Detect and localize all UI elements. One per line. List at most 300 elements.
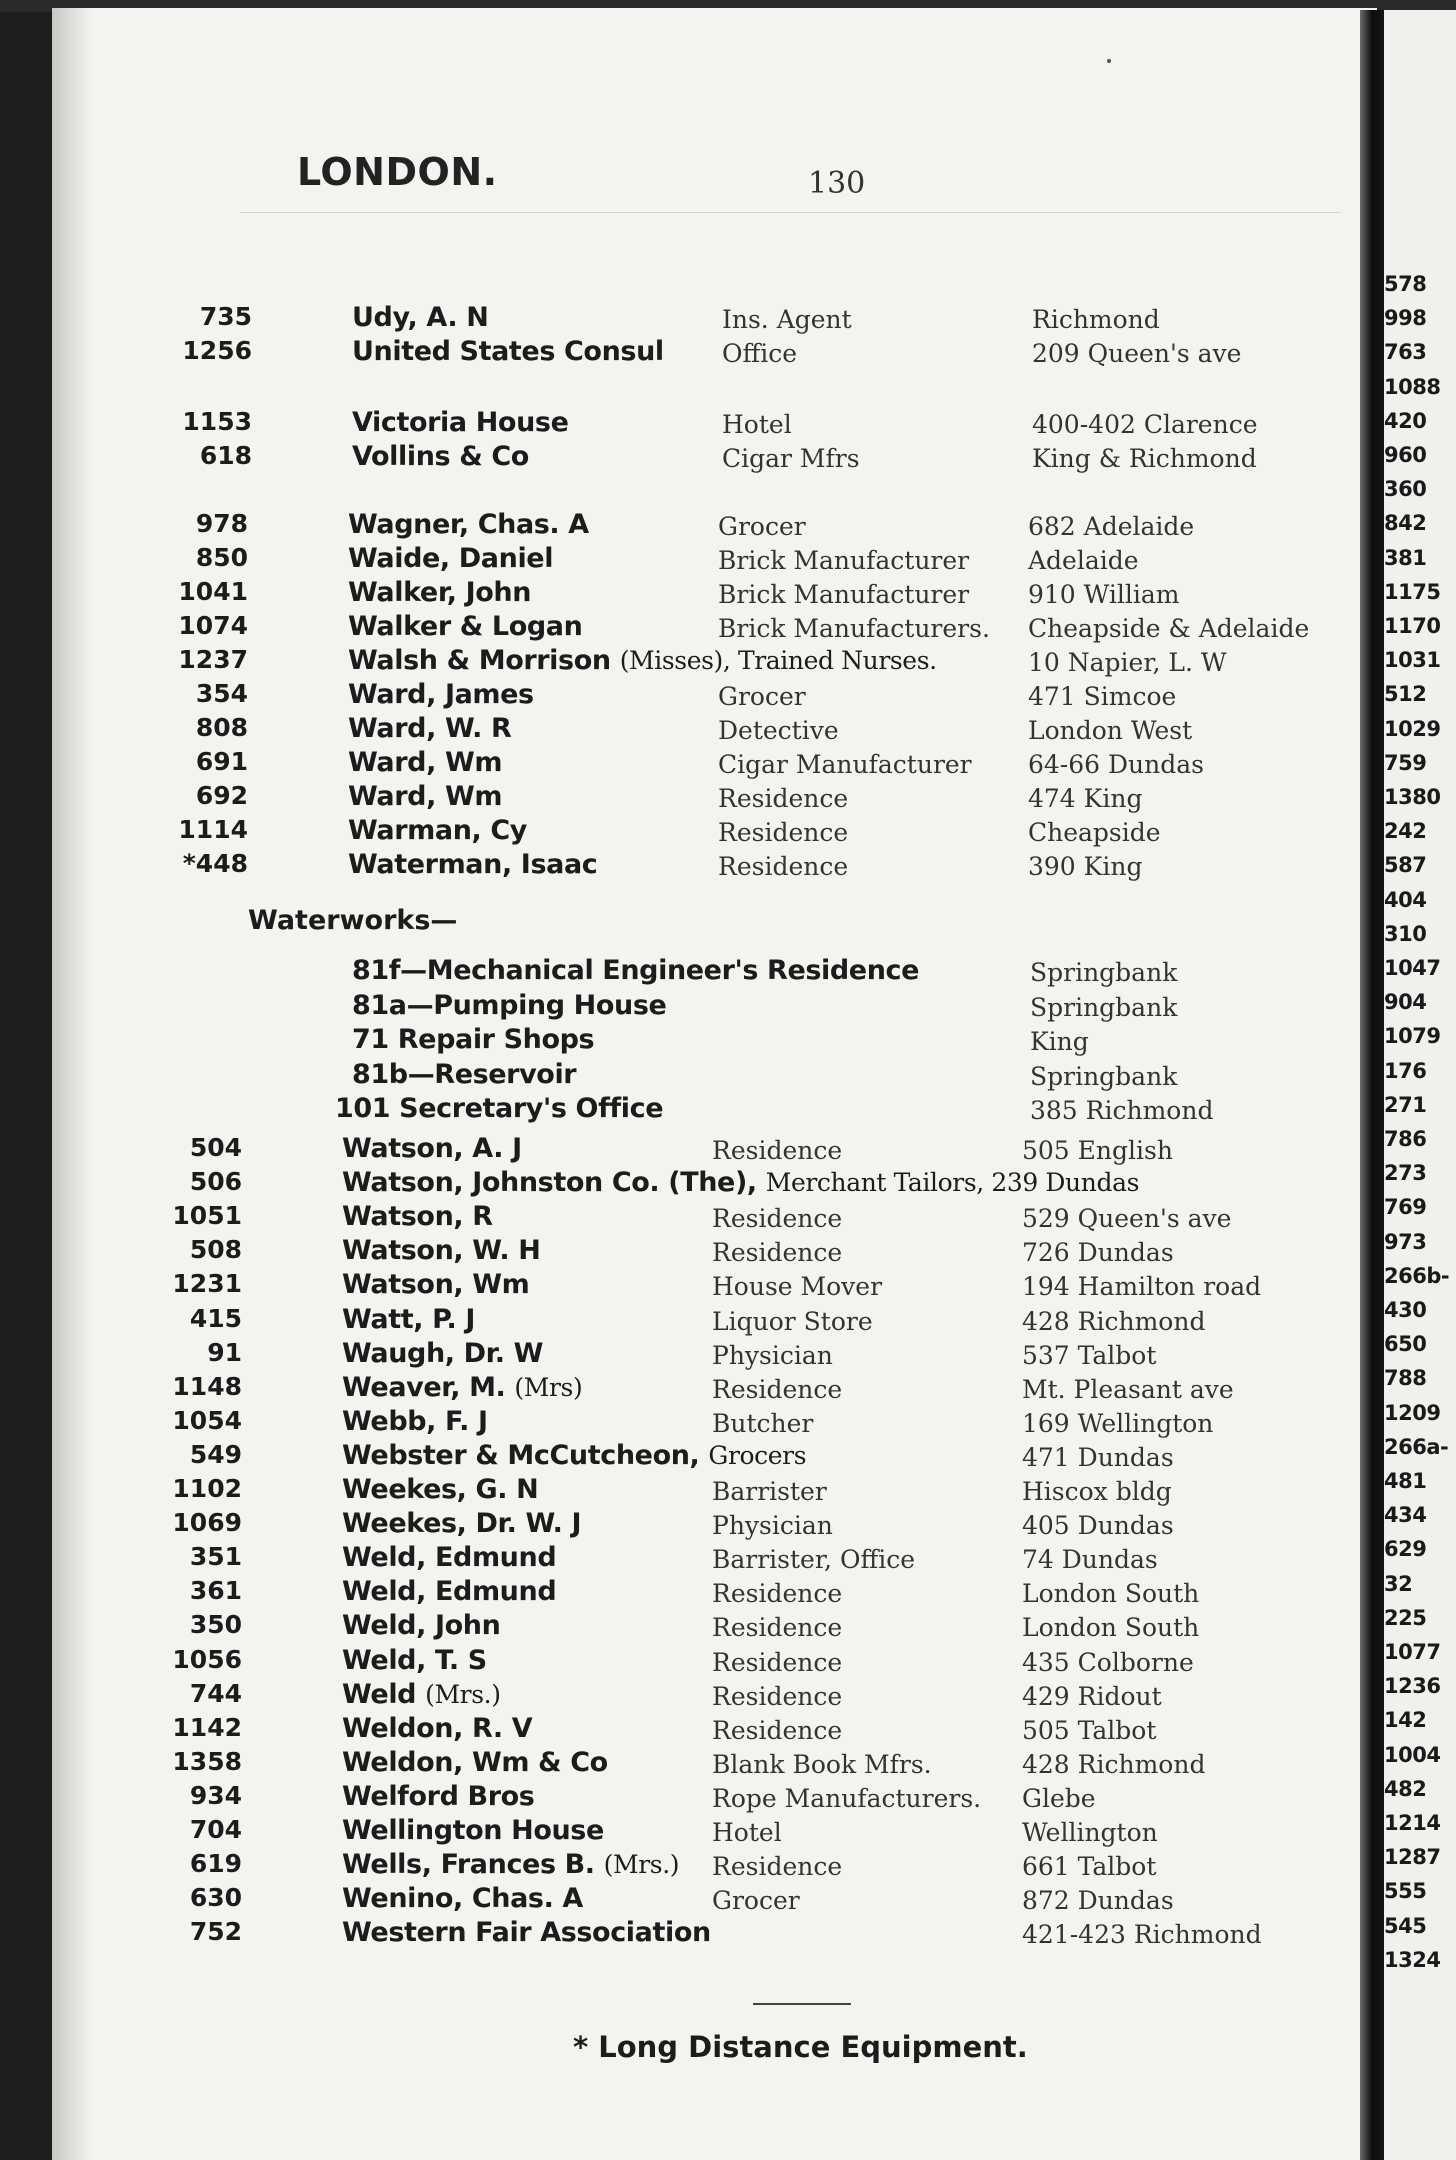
adjacent-page-number: 769 [1384, 1195, 1427, 1220]
address: Glebe [1022, 1783, 1096, 1813]
subscriber-name [342, 1304, 475, 1335]
address: Springbank [1030, 958, 1178, 987]
phone-number: 704 [189, 1815, 242, 1844]
subscriber-name-text: Wagner, Chas. A [348, 509, 589, 540]
phone-number: 1153 [182, 407, 252, 436]
subscriber-name-text: Ward, James [348, 679, 534, 710]
subscriber-name [342, 1747, 608, 1778]
waterworks-label: 81f—Mechanical Engineer's Residence [352, 955, 920, 986]
occupation: Grocer [718, 682, 806, 711]
phone-number: 1054 [172, 1405, 242, 1435]
occupation: Brick Manufacturer [718, 580, 970, 609]
adjacent-page-number: 650 [1384, 1332, 1427, 1357]
directory-entry [0, 1747, 1380, 1781]
directory-entry [0, 1474, 1380, 1508]
directory-entry [0, 1917, 1380, 1951]
adjacent-page-number: 578 [1384, 272, 1427, 296]
adjacent-page-number: 587 [1384, 853, 1427, 878]
adjacent-page-number: 788 [1384, 1366, 1427, 1391]
waterworks-label: 81a—Pumping House [352, 989, 667, 1021]
phone-number: 744 [189, 1678, 242, 1708]
adjacent-page-number: 176 [1384, 1058, 1427, 1083]
phone-number: 1102 [172, 1474, 242, 1503]
subscriber-name [342, 1406, 488, 1437]
adjacent-page-number: 1380 [1384, 785, 1441, 809]
paper-speck [1107, 59, 1111, 63]
phone-number: 808 [195, 713, 248, 742]
phone-number: 619 [189, 1849, 242, 1879]
phone-number: 1237 [178, 645, 248, 674]
phone-number: 692 [195, 781, 248, 810]
address: 390 King [1028, 852, 1143, 881]
directory-entry [0, 1645, 1380, 1679]
address: 169 Wellington [1022, 1408, 1214, 1438]
directory-entry [0, 1269, 1380, 1303]
subscriber-name [342, 1610, 500, 1641]
adjacent-page-number: 1004 [1384, 1742, 1441, 1767]
subscriber-name [342, 1372, 582, 1403]
subscriber-name [342, 1201, 493, 1232]
subscriber-name-text: Waugh, Dr. W [342, 1337, 543, 1369]
adjacent-page-number: 763 [1384, 340, 1427, 365]
occupation: Office [722, 339, 798, 368]
subscriber-name-text: Weaver, M. [342, 1371, 506, 1403]
adjacent-page-number: 434 [1384, 1503, 1427, 1528]
adjacent-page-number: 1287 [1384, 1845, 1441, 1870]
phone-number: 1231 [172, 1269, 242, 1299]
phone-number: 91 [207, 1337, 242, 1367]
subscriber-name-note: (Mrs.) [603, 1850, 680, 1880]
address: London South [1022, 1613, 1200, 1643]
occupation: Residence [718, 852, 849, 881]
phone-number: 506 [189, 1167, 242, 1197]
directory-entry [0, 1372, 1380, 1406]
subscriber-name-text: Watson, Johnston Co. (The), [342, 1167, 757, 1199]
adjacent-page-number: 842 [1384, 511, 1427, 536]
adjacent-page-number: 310 [1384, 921, 1427, 946]
phone-number: 1056 [172, 1644, 242, 1674]
subscriber-name [352, 302, 488, 333]
waterworks-entry [0, 1093, 1380, 1127]
subscriber-name-text: Weld [342, 1678, 417, 1710]
adjacent-page-number: 381 [1384, 545, 1427, 570]
address: 435 Colborne [1022, 1647, 1194, 1677]
address: Springbank [1030, 1061, 1178, 1091]
directory-entry [0, 1201, 1380, 1235]
adjacent-page-number: 360 [1384, 477, 1427, 502]
adjacent-page-number: 998 [1384, 306, 1427, 331]
subscriber-name-text: Wells, Frances B. [342, 1849, 595, 1881]
address: Hiscox bldg [1022, 1477, 1172, 1506]
waterworks-entry [0, 990, 1380, 1024]
subscriber-name [342, 1815, 604, 1846]
adjacent-page-number: 225 [1384, 1605, 1427, 1630]
subscriber-name [342, 1917, 711, 1948]
directory-entry [0, 1440, 1380, 1474]
subscriber-name-text: Watson, Wm [342, 1269, 530, 1301]
occupation: Cigar Mfrs [722, 444, 860, 473]
waterworks-label: 71 Repair Shops [352, 1024, 595, 1055]
address: 910 William [1028, 580, 1180, 609]
directory-entry [0, 1338, 1380, 1372]
adjacent-page-number: 273 [1384, 1161, 1427, 1186]
subscriber-name-text: Watson, A. J [342, 1133, 522, 1164]
directory-entry [0, 679, 1380, 713]
adjacent-page-number: 759 [1384, 750, 1427, 775]
address: 505 Talbot [1022, 1715, 1157, 1745]
address: King [1030, 1027, 1089, 1056]
adjacent-page-number: 1029 [1384, 716, 1441, 741]
address: Adelaide [1028, 546, 1139, 575]
address: Cheapside & Adelaide [1028, 614, 1310, 643]
subscriber-name-text: Wellington House [342, 1815, 604, 1846]
subscriber-name-note: Grocers [708, 1440, 807, 1470]
phone-number: 351 [189, 1542, 242, 1572]
waterworks-entry [0, 955, 1380, 989]
phone-number: 350 [189, 1610, 242, 1640]
subscriber-name [342, 1645, 487, 1676]
occupation: Residence [712, 1204, 843, 1234]
address: 10 Napier, L. W [1028, 648, 1227, 677]
address: 505 English [1022, 1136, 1173, 1165]
subscriber-name [348, 543, 553, 574]
adjacent-page-number: 629 [1384, 1537, 1427, 1562]
adjacent-page-number: 1209 [1384, 1400, 1441, 1425]
phone-number: *448 [182, 849, 248, 878]
subscriber-name [348, 577, 531, 608]
directory-entry [0, 1849, 1380, 1883]
subscriber-name [342, 1167, 1139, 1198]
subscriber-name [348, 815, 527, 846]
directory-entry [0, 577, 1380, 611]
adjacent-page-number: 545 [1384, 1913, 1427, 1938]
occupation: Brick Manufacturer [718, 546, 970, 575]
adjacent-page-number: 420 [1384, 408, 1427, 433]
occupation: Residence [712, 1613, 843, 1643]
adjacent-page-number: 1170 [1384, 614, 1441, 638]
subscriber-name-text: Walker & Logan [348, 611, 583, 642]
adjacent-page-number: 973 [1384, 1229, 1427, 1254]
occupation: Residence [718, 818, 849, 847]
subscriber-name [348, 747, 502, 778]
occupation: Residence [712, 1374, 843, 1404]
subscriber-name [352, 407, 568, 438]
directory-entry [0, 1883, 1380, 1917]
phone-number: 1074 [178, 611, 248, 640]
adjacent-page-number: 481 [1384, 1469, 1427, 1493]
occupation: Barrister [712, 1477, 827, 1506]
address: 726 Dundas [1022, 1238, 1174, 1268]
directory-entry [0, 849, 1380, 883]
subscriber-name-text: Weekes, Dr. W. J [342, 1508, 582, 1540]
subscriber-name [342, 1133, 522, 1164]
phone-number: 978 [195, 509, 248, 538]
subscriber-name-text: Weldon, R. V [342, 1712, 533, 1744]
adjacent-page-number: 960 [1384, 443, 1427, 467]
phone-number: 735 [199, 302, 252, 331]
directory-entry [0, 1713, 1380, 1747]
directory-entry [0, 509, 1380, 543]
address: London West [1028, 716, 1193, 745]
directory-entry [0, 407, 1380, 441]
phone-number: 361 [189, 1576, 242, 1606]
subscriber-name-text: Weld, T. S [342, 1644, 487, 1676]
occupation: Residence [718, 784, 849, 813]
subscriber-name [342, 1781, 534, 1812]
adjacent-page-number: 1324 [1384, 1947, 1441, 1972]
subscriber-name [342, 1576, 556, 1607]
subscriber-name [348, 611, 582, 642]
page-number: 130 [808, 166, 866, 201]
subscriber-name [342, 1269, 529, 1300]
occupation: Residence [712, 1852, 843, 1882]
subscriber-name-text: Waide, Daniel [348, 543, 554, 574]
directory-entry [0, 781, 1380, 815]
subscriber-name [342, 1679, 501, 1710]
subscriber-name-text: Waterman, Isaac [348, 849, 598, 880]
adjacent-page-number: 555 [1384, 1879, 1427, 1904]
footer-note: * Long Distance Equipment. [573, 2030, 1028, 2064]
phone-number: 934 [189, 1780, 242, 1810]
occupation: Residence [712, 1136, 843, 1165]
occupation: Hotel [712, 1818, 782, 1847]
subscriber-name [348, 679, 534, 710]
subscriber-name-text: Watson, R [342, 1201, 493, 1233]
subscriber-name-note: (Mrs) [514, 1372, 583, 1402]
phone-number: 618 [199, 441, 252, 470]
subscriber-name-note: (Mrs.) [425, 1679, 501, 1709]
subscriber-name-text: Watt, P. J [342, 1303, 476, 1335]
subscriber-name-text: Udy, A. N [352, 302, 489, 333]
adjacent-page-number: 271 [1384, 1092, 1427, 1117]
phone-number: 752 [189, 1917, 242, 1947]
waterworks-label: 101 Secretary's Office [335, 1093, 664, 1124]
subscriber-name-text: Walker, John [348, 577, 532, 608]
adjacent-page-number: 242 [1384, 819, 1427, 844]
adjacent-page-number: 1088 [1384, 374, 1441, 399]
directory-entry [0, 815, 1380, 849]
header-rule [240, 212, 1340, 213]
directory-entry [0, 1542, 1380, 1576]
occupation: Ins. Agent [722, 305, 852, 334]
phone-number: 630 [189, 1883, 242, 1913]
directory-entry [0, 1167, 1380, 1201]
phone-number: 1051 [172, 1201, 242, 1231]
address: 421-423 Richmond [1022, 1920, 1262, 1950]
subscriber-name [352, 336, 664, 367]
occupation: Rope Manufacturers. [712, 1783, 982, 1813]
address: King & Richmond [1032, 444, 1257, 473]
phone-number: 1256 [182, 336, 252, 365]
directory-entry [0, 1304, 1380, 1338]
subscriber-name [348, 645, 937, 676]
subscriber-name-text: Warman, Cy [348, 815, 528, 846]
occupation: Detective [718, 716, 839, 745]
subscriber-name-text: Weekes, G. N [342, 1474, 539, 1505]
address: London South [1022, 1579, 1200, 1609]
subscriber-name-text: Weldon, Wm & Co [342, 1746, 608, 1778]
subscriber-name-text: Ward, Wm [348, 781, 503, 812]
phone-number: 504 [189, 1133, 242, 1162]
occupation: Hotel [722, 410, 792, 439]
occupation: House Mover [712, 1272, 883, 1302]
occupation: Physician [712, 1511, 833, 1541]
subscriber-name-text: Weld, John [342, 1610, 501, 1642]
directory-entry [0, 713, 1380, 747]
subscriber-name [342, 1713, 532, 1744]
adjacent-page-number: 1175 [1384, 579, 1441, 604]
phone-number: 850 [195, 543, 248, 572]
address: 428 Richmond [1022, 1306, 1206, 1336]
occupation: Liquor Store [712, 1306, 873, 1336]
adjacent-page-number: 904 [1384, 990, 1427, 1015]
phone-number: 1041 [178, 577, 248, 606]
adjacent-page-number: 1077 [1384, 1640, 1441, 1664]
subscriber-name [342, 1440, 806, 1471]
adjacent-page-number: 1047 [1384, 956, 1441, 980]
directory-entry [0, 1610, 1380, 1644]
subscriber-name-text: Victoria House [352, 407, 569, 438]
subscriber-name-text: Ward, Wm [348, 747, 503, 778]
directory-entry [0, 336, 1380, 370]
occupation: Grocer [712, 1886, 800, 1916]
waterworks-entry [0, 1024, 1380, 1058]
address: 661 Talbot [1022, 1852, 1157, 1882]
occupation: Physician [712, 1340, 833, 1370]
occupation: Grocer [718, 512, 806, 541]
subscriber-name [342, 1542, 556, 1573]
subscriber-name-note: (Misses), Trained Nurses. [619, 646, 937, 675]
phone-number: 1148 [172, 1371, 242, 1401]
phone-number: 1142 [172, 1712, 242, 1742]
address: 428 Richmond [1022, 1749, 1206, 1779]
phone-number: 691 [195, 747, 248, 776]
adjacent-page-number: 266b- [1384, 1263, 1450, 1288]
directory-entry [0, 1406, 1380, 1440]
subscriber-name-text: Western Fair Association [342, 1917, 711, 1949]
directory-entry [0, 1508, 1380, 1542]
directory-entry [0, 1235, 1380, 1269]
occupation: Brick Manufacturers. [718, 614, 990, 643]
subscriber-name-text: Wenino, Chas. A [342, 1883, 583, 1915]
occupation: Cigar Manufacturer [718, 750, 972, 779]
phone-number: 1358 [172, 1746, 242, 1776]
subscriber-name-note: Merchant Tailors, 239 Dundas [765, 1168, 1139, 1198]
subscriber-name-text: Weld, Edmund [342, 1542, 557, 1574]
address: 537 Talbot [1022, 1340, 1157, 1370]
waterworks-label: 81b—Reservoir [352, 1058, 577, 1090]
subscriber-name-text: Walsh & Morrison [348, 645, 611, 676]
directory-entry [0, 441, 1380, 475]
adjacent-page-number: 1031 [1384, 648, 1441, 673]
occupation: Barrister, Office [712, 1545, 915, 1575]
subscriber-name [342, 1474, 538, 1505]
address: 682 Adelaide [1028, 512, 1195, 541]
address: Cheapside [1028, 818, 1161, 847]
address: 209 Queen's ave [1032, 339, 1242, 368]
occupation: Butcher [712, 1408, 814, 1438]
phone-number: 1114 [178, 815, 248, 844]
address: 385 Richmond [1030, 1096, 1214, 1125]
address: 74 Dundas [1022, 1545, 1158, 1575]
footer-rule [753, 2003, 851, 2005]
adjacent-page-number: 266a- [1384, 1434, 1449, 1459]
directory-entry [0, 543, 1380, 577]
address: 471 Simcoe [1028, 682, 1177, 711]
subscriber-name [342, 1235, 540, 1266]
adjacent-page-number: 32 [1384, 1571, 1413, 1596]
subscriber-name-text: Watson, W. H [342, 1235, 541, 1267]
adjacent-page-number: 1079 [1384, 1024, 1441, 1049]
directory-entry [0, 1679, 1380, 1713]
subscriber-name [342, 1508, 581, 1539]
adjacent-page-number: 786 [1384, 1127, 1427, 1151]
occupation: Residence [712, 1647, 843, 1677]
address: 872 Dundas [1022, 1886, 1174, 1916]
address: Mt. Pleasant ave [1022, 1374, 1234, 1404]
directory-entry [0, 1133, 1380, 1167]
address: 429 Ridout [1022, 1681, 1162, 1711]
subscriber-name [342, 1338, 543, 1369]
directory-entry [0, 747, 1380, 781]
subscriber-name-text: Ward, W. R [348, 713, 512, 744]
subscriber-name-text: Welford Bros [342, 1780, 535, 1812]
phone-number: 415 [189, 1303, 242, 1333]
subscriber-name [342, 1849, 679, 1880]
subscriber-name-text: Webster & McCutcheon, [342, 1439, 700, 1471]
address: 471 Dundas [1022, 1442, 1174, 1472]
subscriber-name-text: Weld, Edmund [342, 1576, 557, 1608]
subscriber-name-text: Vollins & Co [352, 441, 529, 472]
directory-entry [0, 302, 1380, 336]
waterworks-entry [0, 1059, 1380, 1093]
phone-number: 508 [189, 1235, 242, 1265]
subscriber-name [348, 781, 502, 812]
address: 529 Queen's ave [1022, 1204, 1232, 1234]
directory-entry [0, 1781, 1380, 1815]
subscriber-name [352, 441, 529, 472]
directory-entry [0, 611, 1380, 645]
subscriber-name-text: Webb, F. J [342, 1405, 488, 1437]
waterworks-heading: Waterworks— [248, 905, 458, 936]
address: 405 Dundas [1022, 1511, 1174, 1541]
subscriber-name [342, 1883, 583, 1914]
page-header-city: LONDON. [297, 150, 498, 194]
address: Richmond [1032, 305, 1160, 334]
subscriber-name [348, 849, 597, 880]
directory-entry [0, 645, 1380, 679]
adjacent-page-number: 1236 [1384, 1674, 1441, 1699]
subscriber-name [348, 713, 511, 744]
directory-entry [0, 1815, 1380, 1849]
phone-number: 549 [189, 1439, 242, 1469]
occupation: Residence [712, 1715, 843, 1745]
address: 64-66 Dundas [1028, 750, 1205, 779]
address: 474 King [1028, 784, 1143, 813]
adjacent-page-edge [1384, 10, 1456, 2160]
subscriber-name [348, 509, 589, 540]
adjacent-page-number: 1214 [1384, 1811, 1441, 1835]
address: 400-402 Clarence [1032, 410, 1258, 439]
occupation: Residence [712, 1681, 843, 1711]
address: Wellington [1022, 1818, 1158, 1847]
adjacent-page-number: 430 [1384, 1298, 1427, 1322]
occupation: Residence [712, 1579, 843, 1609]
address: Springbank [1030, 992, 1178, 1022]
directory-entry [0, 1576, 1380, 1610]
occupation: Blank Book Mfrs. [712, 1749, 932, 1779]
phone-number: 354 [195, 679, 248, 708]
